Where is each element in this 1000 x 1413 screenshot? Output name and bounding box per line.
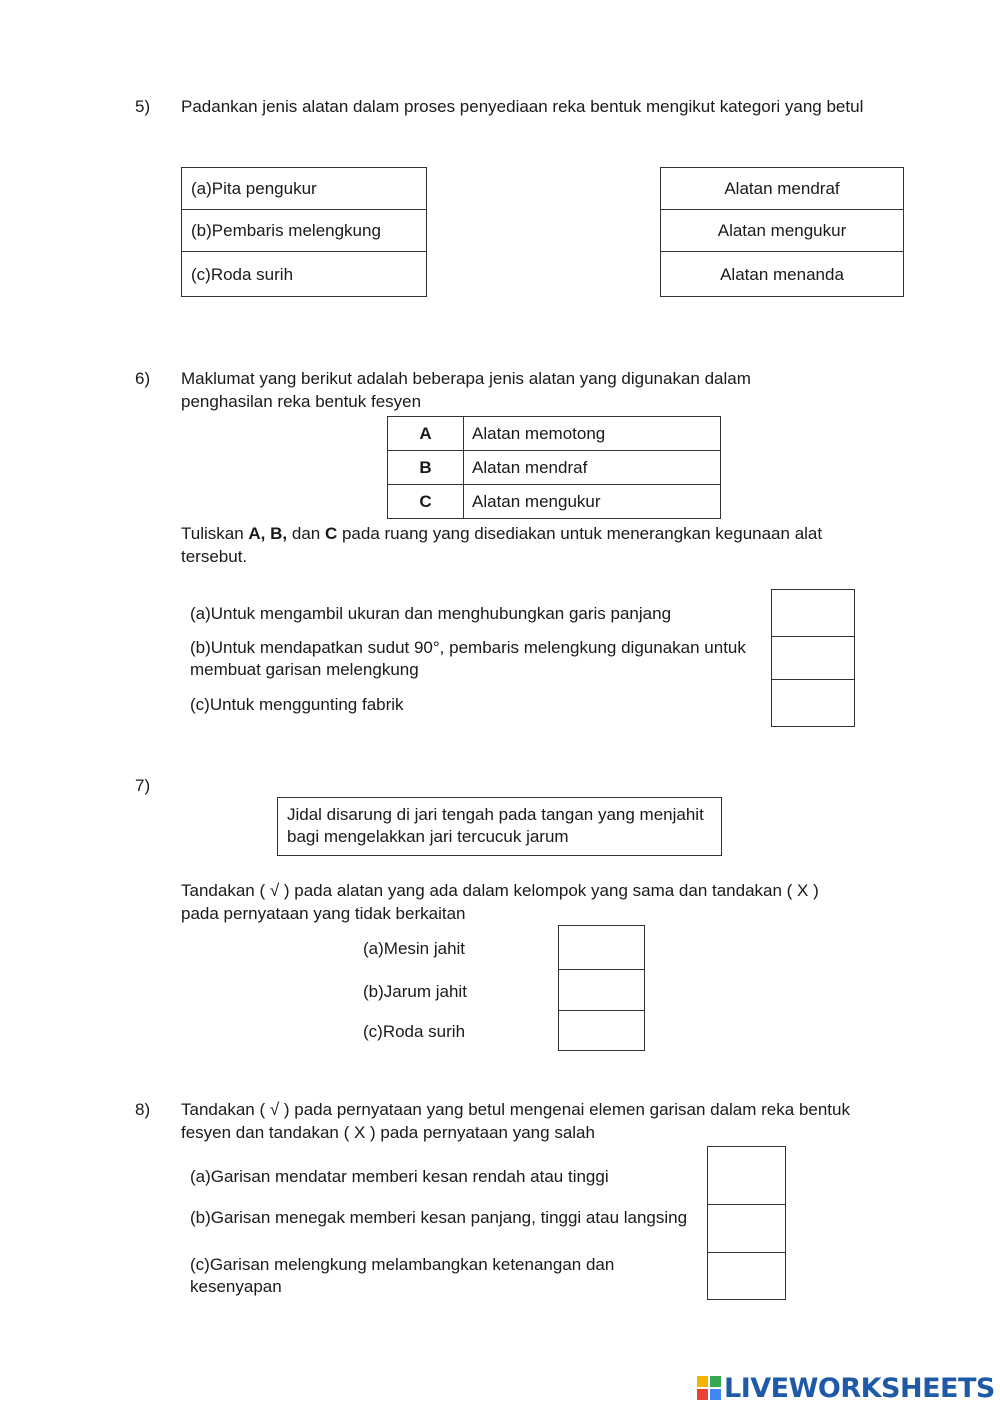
q6-instruction-part: pada ruang yang disediakan untuk menerangkan kegunaan alat tersebut. — [181, 524, 823, 566]
q6-question-text: Maklumat yang berikut adalah beberapa jenis alatan yang digunakan dalam penghasilan reka bentuk fesyen — [181, 369, 751, 411]
q8-question-text: Tandakan ( √ ) pada pernyataan yang betul mengenai elemen garisan dalam reka bentuk fesyen dan tandakan ( X ) pada pernyataan yang salah — [181, 1100, 850, 1142]
q6-key-label: Alatan memotong — [464, 417, 721, 451]
q8-answer-box-c[interactable] — [708, 1252, 785, 1299]
q6-answer-box-b[interactable] — [772, 636, 854, 680]
q7-instruction: Tandakan ( √ ) pada alatan yang ada dalam kelompok yang sama dan tandakan ( X ) pada pernyataan yang tidak berkaitan — [181, 881, 819, 923]
q7-answer-box-b[interactable] — [559, 969, 644, 1011]
q8-answer-boxes — [707, 1146, 786, 1300]
q5-right-item-1[interactable]: Alatan mendraf — [661, 168, 903, 210]
q8-answer-box-b[interactable] — [708, 1204, 785, 1253]
q6-answer-box-a[interactable] — [772, 590, 854, 637]
q5-right-column — [660, 167, 904, 297]
q6-answer-boxes — [771, 589, 855, 727]
q5-left-item-c[interactable]: (c)Roda surih — [191, 264, 294, 284]
q5-left-item-a[interactable]: (a)Pita pengukur — [182, 168, 426, 210]
logo-square — [710, 1389, 721, 1400]
q6-statement-a: (a)Untuk mengambil ukuran dan menghubungkan garis panjang — [190, 604, 672, 623]
liveworksheets-logo — [697, 1372, 995, 1404]
q5-right-item-3[interactable]: Alatan menanda — [720, 264, 844, 284]
q6-key-label: Alatan mendraf — [464, 451, 721, 485]
q6-key-table — [387, 416, 721, 519]
q7-answer-box-c[interactable] — [559, 1010, 644, 1050]
q6-number: 6) — [135, 369, 151, 388]
q5-right-item-2[interactable]: Alatan mengukur — [661, 210, 903, 252]
q6-statement-c: (c)Untuk menggunting fabrik — [190, 695, 404, 714]
q7-answer-boxes — [558, 925, 645, 1051]
q6-key-row — [388, 451, 721, 485]
q8-number: 8) — [135, 1100, 151, 1119]
q7-number: 7) — [135, 776, 151, 795]
q6-key-label: Alatan mengukur — [464, 485, 721, 519]
q6-instruction — [181, 522, 871, 568]
q6-key-row — [388, 417, 721, 451]
q6-instruction-bold: C — [324, 524, 338, 543]
q7-info-box: Jidal disarung di jari tengah pada tangan yang menjahit bagi mengelakkan jari tercucuk jarum — [277, 797, 722, 856]
q5-left-column — [181, 167, 427, 297]
q6-instruction-part: Tuliskan — [181, 524, 249, 543]
q6-answer-box-c[interactable] — [772, 679, 854, 726]
logo-square — [710, 1376, 721, 1387]
q8-statement-c: (c)Garisan melengkung melambangkan ketenangan dan kesenyapan — [190, 1255, 615, 1296]
logo-square — [697, 1389, 708, 1400]
q6-instruction-part: dan — [287, 524, 325, 543]
q7-item-c: (c)Roda surih — [363, 1022, 466, 1041]
logo-text: LIVEWORKSHEETS — [724, 1372, 995, 1404]
q6-statement-b: (b)Untuk mendapatkan sudut 90°, pembaris melengkung digunakan untuk membuat garisan melengkung — [190, 638, 746, 679]
q5-left-item-b[interactable]: (b)Pembaris melengkung — [182, 210, 426, 252]
liveworksheets-logo-icon — [697, 1376, 721, 1400]
q6-instruction-bold: A, B, — [248, 524, 288, 543]
logo-square — [697, 1376, 708, 1387]
q6-key-letter: A — [388, 417, 464, 451]
q8-statement-a: (a)Garisan mendatar memberi kesan rendah atau tinggi — [190, 1167, 609, 1186]
q5-question-text: Padankan jenis alatan dalam proses penyediaan reka bentuk mengikut kategori yang betul — [181, 97, 864, 116]
q6-key-letter: C — [388, 485, 464, 519]
q6-key-row — [388, 485, 721, 519]
q7-item-b: (b)Jarum jahit — [363, 982, 467, 1001]
q7-item-a: (a)Mesin jahit — [363, 939, 466, 958]
q7-answer-box-a[interactable] — [559, 926, 644, 970]
q8-answer-box-a[interactable] — [708, 1147, 785, 1205]
q8-statement-b: (b)Garisan menegak memberi kesan panjang, tinggi atau langsing — [190, 1208, 688, 1227]
q5-number: 5) — [135, 97, 151, 116]
q6-key-letter: B — [388, 451, 464, 485]
